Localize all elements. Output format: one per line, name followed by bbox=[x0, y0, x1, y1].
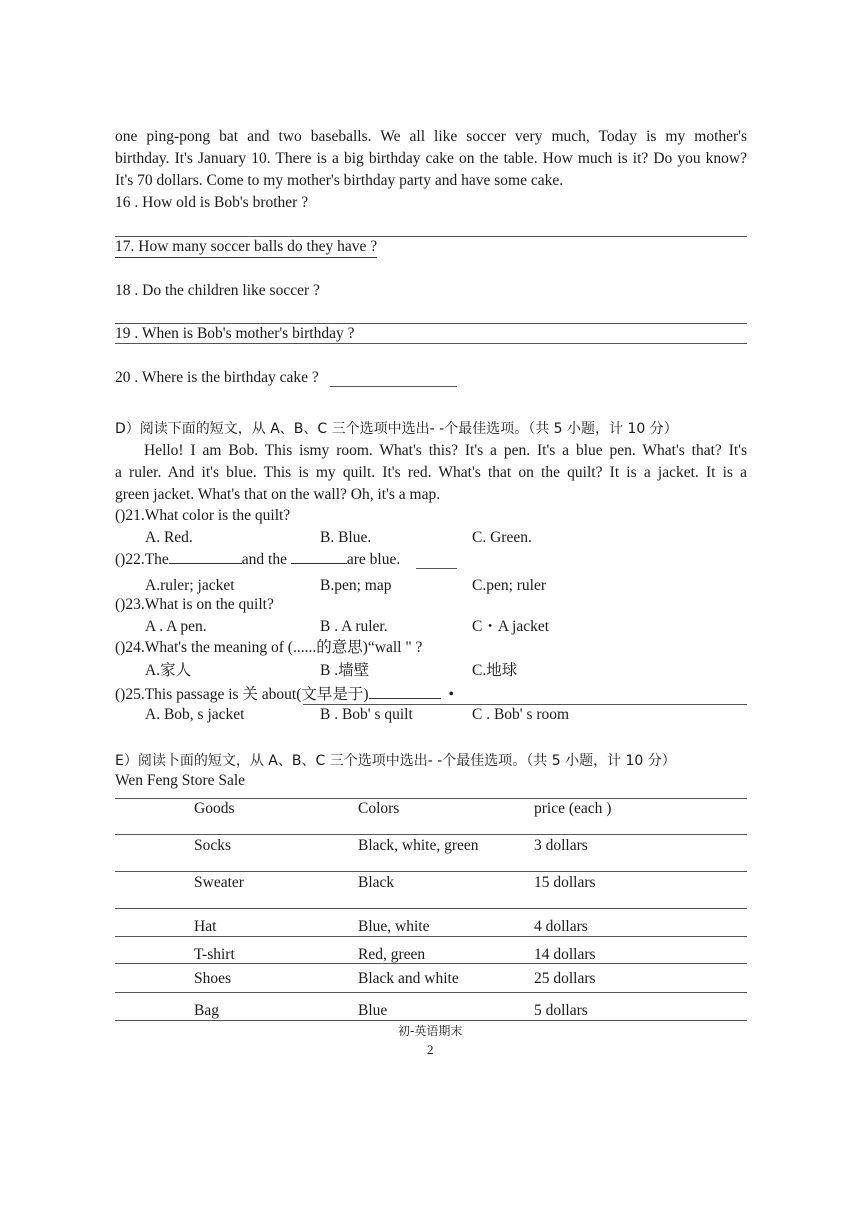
question-25-stem-part-b: • bbox=[448, 686, 454, 703]
question-23-option-b: B . A ruler. bbox=[320, 618, 388, 635]
question-16: 16 . How old is Bob's brother ? bbox=[115, 194, 309, 211]
question-22-underline-tail bbox=[416, 568, 457, 569]
table-cell: Blue, white bbox=[358, 918, 430, 935]
table-cell: T-shirt bbox=[194, 946, 235, 963]
question-22-stem-part-b: and the bbox=[241, 551, 287, 568]
section-d-instruction: D）阅读下面的短文，从 A、B、C 三个选项中选出- -个最佳选项。（共 5 小题，计 10 分） bbox=[115, 421, 678, 437]
table-rule bbox=[115, 871, 747, 872]
question-23-option-c: C・A jacket bbox=[472, 618, 550, 635]
question-24-option-b: B .墙壁 bbox=[320, 662, 370, 679]
question-22-option-b: B.pen; map bbox=[320, 577, 392, 594]
question-20: 20 . Where is the birthday cake ? bbox=[115, 369, 319, 386]
question-22-stem-part-a: ()22.The bbox=[115, 551, 169, 568]
table-rule bbox=[115, 834, 747, 835]
passage-c bbox=[115, 126, 747, 192]
question-21-stem: ()21.What color is the quilt? bbox=[115, 507, 291, 524]
table-cell: Sweater bbox=[194, 874, 244, 891]
table-cell: 25 dollars bbox=[534, 970, 596, 987]
question-25-option-c: C . Bob' s room bbox=[472, 706, 570, 723]
question-22-option-c: C.pen; ruler bbox=[472, 577, 547, 594]
table-cell: 3 dollars bbox=[534, 837, 588, 854]
question-22-option-a: A.ruler; jacket bbox=[145, 577, 235, 594]
table-rule bbox=[115, 908, 747, 909]
table-cell: Black and white bbox=[358, 970, 459, 987]
passage-c-line: birthday. It's January 10. There is a big birthday cake on the table. How much is it? Do you know? bbox=[115, 150, 747, 167]
table-rule bbox=[115, 963, 747, 964]
question-22-blank-2 bbox=[291, 549, 347, 564]
table-rule bbox=[115, 936, 747, 937]
question-22-blank-1 bbox=[169, 549, 242, 564]
question-21-option-c: C. Green. bbox=[472, 529, 532, 546]
question-24-option-c: C.地球 bbox=[472, 662, 518, 679]
table-rule bbox=[115, 992, 747, 993]
table-cell: 15 dollars bbox=[534, 874, 596, 891]
table-cell: Black, white, green bbox=[358, 837, 479, 854]
passage-d-line: green jacket. What's that on the wall? Oh, it's a map. bbox=[115, 486, 441, 503]
question-25-stem bbox=[115, 684, 454, 705]
table-header-price: price (each ) bbox=[534, 800, 612, 817]
passage-d-line: Hello! I am Bob. This ismy room. What's this? It's a pen. It's a blue pen. What's that? It's bbox=[144, 442, 747, 459]
question-25-blank bbox=[369, 684, 441, 699]
page-number: 2 bbox=[427, 1042, 434, 1057]
table-cell: 14 dollars bbox=[534, 946, 596, 963]
table-cell: Red, green bbox=[358, 946, 426, 963]
question-22-stem-part-c: are blue. bbox=[346, 551, 401, 568]
footer-label: 初-英语期末 bbox=[398, 1024, 463, 1038]
table-cell: Blue bbox=[358, 1002, 388, 1019]
store-sale-title: Wen Feng Store Sale bbox=[115, 772, 246, 789]
passage-d-line: a ruler. And it's blue. This is my quilt. It's red. What's that on the quilt? It is a jacket. It is a bbox=[115, 464, 747, 481]
question-17-text: 17. How many soccer balls do they have ? bbox=[115, 237, 377, 258]
question-21-option-a: A. Red. bbox=[145, 529, 193, 546]
table-cell: 4 dollars bbox=[534, 918, 588, 935]
table-header-colors: Colors bbox=[358, 800, 400, 817]
passage-c-line: one ping-pong bat and two baseballs. We all like soccer very much, Today is my mother's bbox=[115, 128, 747, 145]
table-cell: Black bbox=[358, 874, 395, 891]
question-23-stem: ()23.What is on the quilt? bbox=[115, 596, 274, 613]
question-18: 18 . Do the children like soccer ? bbox=[115, 282, 320, 299]
question-25-option-a: A. Bob, s jacket bbox=[145, 706, 245, 723]
question-22-stem bbox=[115, 549, 400, 570]
question-23-option-a: A . A pen. bbox=[145, 618, 207, 635]
section-e-instruction: E）阅读卜面的短文，从 A、B、C 三个选项中选出- -个最佳选项。（共 5 小题，计 10 分） bbox=[115, 753, 676, 769]
question-17 bbox=[115, 237, 377, 258]
question-24-stem: ()24.What's the meaning of (......的意思)“wall " ? bbox=[115, 639, 423, 656]
answer-line-19 bbox=[115, 343, 747, 344]
question-25-stem-part-a: ()25.This passage is 关 about(文早是于) bbox=[115, 686, 369, 703]
table-cell: 5 dollars bbox=[534, 1002, 588, 1019]
passage-c-line: It's 70 dollars. Come to my mother's birthday party and have some cake. bbox=[115, 172, 564, 189]
question-24-option-a: A.家人 bbox=[145, 662, 192, 679]
table-cell: Hat bbox=[194, 918, 217, 935]
answer-line-20 bbox=[330, 386, 457, 387]
question-21-option-b: B. Blue. bbox=[320, 529, 372, 546]
table-cell: Socks bbox=[194, 837, 232, 854]
table-cell: Shoes bbox=[194, 970, 232, 987]
table-cell: Bag bbox=[194, 1002, 219, 1019]
question-25-option-b: B . Bob' s quilt bbox=[320, 706, 413, 723]
passage-d bbox=[115, 440, 747, 506]
table-header-goods: Goods bbox=[194, 800, 235, 817]
question-19: 19 . When is Bob's mother's birthday ? bbox=[115, 325, 355, 342]
